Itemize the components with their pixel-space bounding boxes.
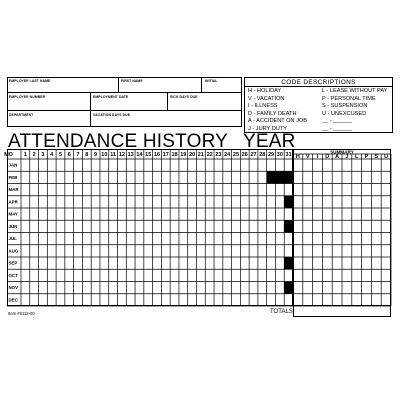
day-label: 4: [50, 152, 54, 159]
month-label: JAN: [8, 162, 18, 168]
summary-code-label: V: [305, 154, 310, 161]
month-label: JUL: [8, 236, 17, 242]
summary-code-label: D: [325, 154, 330, 161]
day-label: 6: [67, 152, 71, 159]
day-label: 2: [32, 152, 36, 159]
day-label: 7: [76, 152, 80, 159]
day-label: 30: [276, 152, 283, 159]
month-label: SEP: [8, 260, 18, 266]
code-item: H - HOLIDAY: [248, 88, 282, 94]
day-label: 5: [58, 152, 63, 159]
summary-code-label: H: [295, 154, 300, 161]
month-label: FEB: [8, 174, 18, 180]
month-label: MAR: [8, 187, 19, 193]
day-label: 3: [41, 152, 45, 159]
day-label: 19: [180, 152, 187, 159]
code-item: L - LEASE WITHOUT PAY: [322, 88, 388, 94]
summary-code-label: S: [374, 154, 379, 161]
month-label: APR: [8, 199, 18, 205]
month-label: AUG: [8, 248, 19, 254]
code-list-left: [248, 88, 307, 134]
code-item: U - UNEXCUSED: [322, 110, 367, 117]
totals-row: [293, 306, 391, 317]
initial-label: INITIAL: [205, 79, 218, 83]
day-label: 23: [215, 152, 222, 159]
day-label: 8: [85, 152, 89, 159]
employee-number-label: EMPLOYEE NUMBER: [9, 95, 46, 99]
grid-border: [8, 150, 293, 306]
code-item: S - SUSPENSION: [322, 103, 368, 110]
code-item: __ - ______: [322, 118, 352, 125]
first-name-label: FIRST NAME: [121, 79, 143, 83]
page-title: ATTENDANCE HISTORY: [8, 131, 229, 152]
code-list-right: [322, 88, 387, 134]
month-header: MO: [4, 152, 13, 159]
code-item: V - VACATION: [248, 95, 285, 102]
day-label: 25: [232, 152, 240, 159]
summary-grid: [293, 149, 391, 306]
summary-code-label: L: [355, 154, 359, 161]
day-label: 31: [285, 152, 292, 159]
summary-code-label: A: [335, 154, 340, 161]
code-item: A - ACCIDENT ON JOB: [248, 118, 307, 125]
summary-code-label: P: [364, 154, 369, 161]
day-label: 9: [94, 152, 98, 159]
day-label: 24: [224, 152, 231, 159]
code-item: P - PERSONAL TIME: [322, 95, 376, 102]
code-item: __ - ______: [322, 125, 352, 132]
day-label: 11: [110, 152, 117, 159]
vacation-days-due-label: VACATION DAYS DUE: [93, 113, 131, 117]
day-label: 12: [118, 152, 125, 159]
day-label: 29: [268, 152, 275, 159]
day-label: 10: [101, 152, 108, 159]
employee-info-box: [7, 77, 242, 127]
month-label: DEC: [8, 297, 18, 303]
code-item: J - JURY DUTY: [248, 125, 287, 132]
month-label: MAY: [8, 211, 18, 217]
invalid-date-cell: [284, 257, 293, 269]
day-label: 26: [241, 152, 248, 159]
summary-code-label: I: [316, 154, 319, 161]
year-label: YEAR: [243, 131, 296, 152]
day-label: 16: [153, 152, 161, 159]
employment-date-label: EMPLOYMENT DATE: [93, 95, 129, 99]
attendance-grid: [4, 149, 293, 306]
day-label: 27: [250, 152, 257, 159]
invalid-date-cell: [284, 282, 293, 294]
code-item: D - FAMILY DEATH: [248, 110, 297, 117]
totals-label: TOTALS: [270, 309, 293, 315]
department-label: DEPARTMENT: [9, 113, 34, 117]
month-label: OCT: [8, 272, 18, 278]
day-label: 13: [127, 152, 134, 159]
month-label: JUN: [8, 223, 18, 229]
employee-last-name-label: EMPLOYEE LAST NAME: [9, 79, 51, 83]
summary-title: SUMMARY: [330, 149, 354, 155]
day-label: 21: [197, 152, 204, 159]
day-label: 17: [162, 152, 169, 159]
month-label: NOV: [8, 285, 19, 291]
summary-code-label: U: [384, 154, 389, 161]
day-label: 1: [23, 152, 27, 159]
item-number: Item #6112-00: [8, 311, 35, 316]
day-label: 28: [259, 152, 266, 159]
code-item: I - ILLNESS: [248, 103, 278, 110]
invalid-date-cell: [267, 171, 293, 183]
sick-days-due-label: SICK DAYS DUE: [170, 95, 198, 99]
code-descriptions-title: CODE DESCRIPTIONS: [281, 79, 356, 86]
day-label: 14: [136, 152, 143, 159]
invalid-date-cell: [284, 220, 293, 232]
day-label: 22: [206, 152, 213, 159]
summary-code-label: J: [345, 154, 349, 161]
day-label: 18: [171, 152, 178, 159]
day-label: 20: [189, 152, 196, 159]
day-label: 15: [145, 152, 152, 159]
invalid-date-cell: [284, 196, 293, 208]
